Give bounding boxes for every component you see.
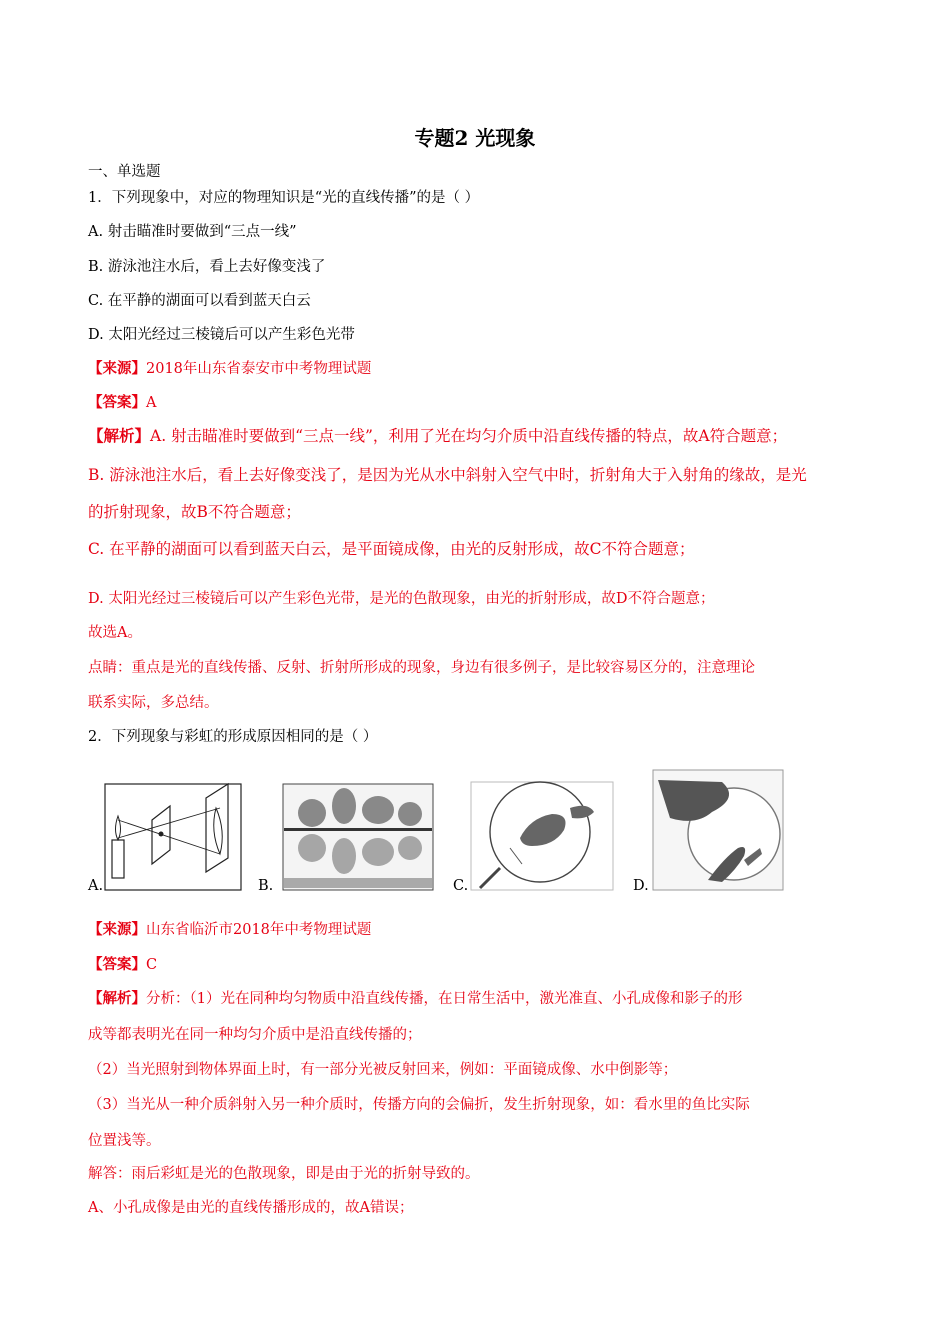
figure-c-magnifying-glass (470, 768, 614, 892)
q1-answer (88, 391, 156, 412)
q1-source (88, 357, 371, 378)
q1-analysis-line-7: 点睛：重点是光的直线传播、反射、折射所形成的现象，身边有很多例子，是比较容易区分的，注意理论 (88, 660, 755, 676)
q2-source (88, 918, 371, 939)
q2-analysis-line-2: 成等都表明光在同一种均匀介质中是沿直线传播的； (88, 1027, 422, 1043)
figure-label-a: A. (88, 878, 104, 894)
q1-analysis-line-1: 【解析】A. 射击瞄准时要做到“三点一线”，利用了光在均匀介质中沿直线传播的特点，故A符合题意； (88, 426, 788, 445)
figure-d-shadow (652, 768, 784, 892)
q2-analysis-label: 【解析】 (88, 990, 146, 1007)
figure-label-c: C. (453, 878, 469, 894)
figure-label-d: D. (633, 878, 649, 894)
q1-analysis-label: 【解析】 (88, 426, 151, 445)
q1-analysis-line-5: D. 太阳光经过三棱镜后可以产生彩色光带，是光的色散现象，由光的折射形成，故D不符合题意； (88, 591, 715, 607)
q1-stem: 1．下列现象中，对应的物理知识是“光的直线传播”的是（ ） (88, 190, 480, 206)
q1-analysis-line-4: C. 在平静的湖面可以看到蓝天白云，是平面镜成像，由光的反射形成，故C不符合题意； (88, 540, 695, 558)
section-heading: 一、单选题 (88, 164, 161, 180)
q2-analysis-line-4: （3）当光从一种介质斜射入另一种介质时，传播方向的会偏折，发生折射现象，如：看水里的鱼比实际 (88, 1097, 750, 1113)
figure-b-reflection-in-water (282, 768, 434, 892)
q1-answer-text: A (146, 395, 157, 411)
q1-answer-label: 【答案】 (88, 394, 146, 411)
q1-option-d: D. 太阳光经过三棱镜后可以产生彩色光带 (88, 327, 355, 343)
q2-analysis-line-5: 位置浅等。 (88, 1133, 161, 1149)
q1-source-text: 2018年山东省泰安市中考物理试题 (146, 361, 372, 377)
page-title: 专题2 光现象 (414, 126, 536, 150)
q1-analysis-line-8: 联系实际，多总结。 (88, 695, 219, 711)
q2-answer-text: C (146, 957, 158, 973)
q2-source-label: 【来源】 (88, 921, 146, 938)
q2-stem: 2．下列现象与彩虹的形成原因相同的是（ ） (88, 729, 378, 745)
q1-option-c: C. 在平静的湖面可以看到蓝天白云 (88, 293, 311, 309)
figure-label-b: B. (258, 878, 274, 894)
q2-answer (88, 953, 157, 974)
q2-analysis-line-3: （2）当光照射到物体界面上时，有一部分光被反射回来，例如：平面镜成像、水中倒影等； (88, 1062, 678, 1078)
figure-a-pinhole-camera (104, 768, 244, 892)
q1-analysis-line-2: B. 游泳池注水后，看上去好像变浅了，是因为光从水中斜射入空气中时，折射角大于入射角的缘故，是光 (88, 466, 807, 484)
q1-source-label: 【来源】 (88, 360, 146, 377)
q2-source-text: 山东省临沂市2018年中考物理试题 (146, 922, 372, 938)
q1-analysis-line-3: 的折射现象，故B不符合题意； (88, 503, 301, 521)
q2-analysis-line-7: A、小孔成像是由光的直线传播形成的，故A错误； (88, 1200, 414, 1216)
q2-answer-label: 【答案】 (88, 956, 146, 973)
q1-option-a: A. 射击瞄准时要做到“三点一线” (88, 224, 297, 240)
q2-analysis-line-6: 解答：雨后彩虹是光的色散现象，即是由于光的折射导致的。 (88, 1166, 480, 1182)
q1-analysis-line-6: 故选A。 (88, 625, 142, 641)
q1-option-b: B. 游泳池注水后，看上去好像变浅了 (88, 259, 326, 275)
q2-analysis-line-1: 【解析】分析：（1）光在同种均匀物质中沿直线传播，在日常生活中，激光准直、小孔成像和影子的形 (88, 990, 743, 1007)
